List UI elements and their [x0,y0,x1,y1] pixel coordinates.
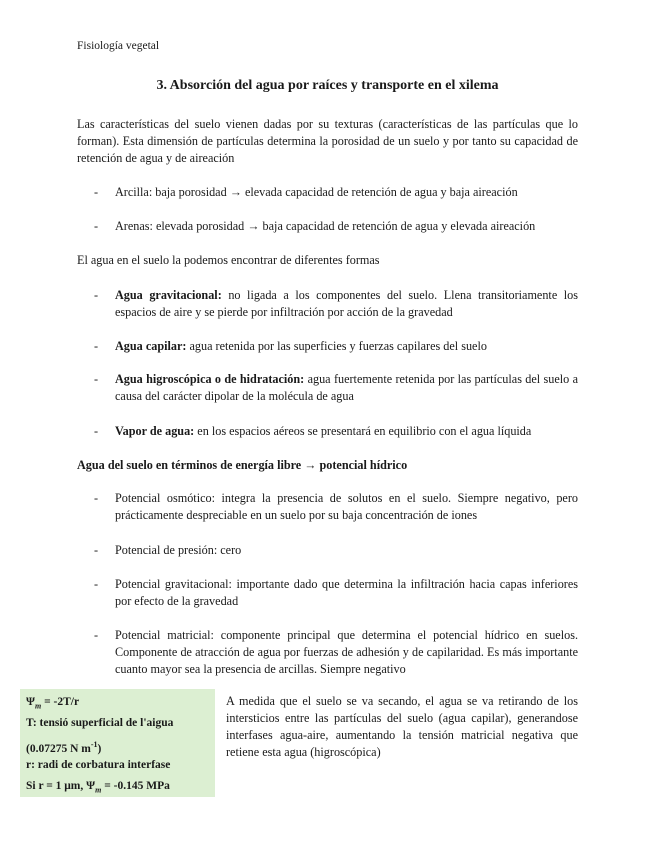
term-description: en los espacios aéreos se presentará en equilibrio con el agua líquida [194,424,532,438]
list-item-text [115,423,578,440]
subscript: m [95,785,102,795]
psi-symbol: Ψ [26,696,35,708]
bullet-dash: - [94,543,99,557]
list-item-text: Arenas: elevada porosidad → baja capacidad de retención de agua y elevada aireación [115,219,536,233]
formula-line: r: radi de corbatura interfase [26,759,171,771]
water-forms-intro: El agua en el suelo la podemos encontrar de diferentes formas [77,253,380,267]
intro-paragraph: Las características del suelo vienen dadas por su texturas (características de las partículas que lo forman). Esta dimensión de partículas determina la porosidad de un suelo y por tanto su capacidad de retención de agua y de aireación [77,117,578,165]
term-label: Vapor de agua: [115,424,195,438]
running-header: Fisiología vegetal [77,40,160,52]
list-item-text [115,371,578,405]
constant-close: ) [97,742,102,755]
term-description: agua fuertemente retenida por las partículas del suelo a causa del carácter dipolar de la molécula de agua [115,372,579,403]
energy-heading: Agua del suelo en términos de energía libre → potencial hídrico [77,458,408,472]
bullet-dash: - [94,372,99,386]
list-item-text: Potencial gravitacional: importante dado que determina la infiltración hacia capas inferiores por efecto de la gravedad [115,577,578,608]
list-item-text [115,338,578,355]
term-label: Agua capilar: [115,339,187,353]
term-description: agua retenida por las superficies y fuerzas capilares del suelo [186,339,487,353]
term-label: Agua higroscópica o de hidratación: [115,372,305,386]
bullet-dash: - [94,288,99,302]
list-item-text: Potencial matricial: componente principal que determina el potencial hídrico en suelos. Componente de atracción de agua por fuerzas de adhesión y de capilaridad. Es más importante cuanto mayor sea la presencia de arcillas. Siempre negativo [115,628,578,676]
subscript: m [34,701,42,711]
section-title: 3. Absorción del agua por raíces y transporte en el xilema [156,78,499,93]
bullet-dash: - [94,185,99,199]
superscript: -1 [90,740,98,749]
example-condition: Si r = 1 μm, [26,780,87,792]
list-item-text: Potencial osmótico: integra la presencia de solutos en el suelo. Siempre negativo, pero prácticamente despreciable en un suelo por su baja concentración de iones [115,491,578,522]
side-paragraph: A medida que el suelo se va secando, el agua se va retirando de los intersticios entre las partículas del suelo (agua capilar), generandose interfases agua-aire, aumentando la tensión matricial negativa que retiene esta agua (higroscópica) [226,694,578,759]
formula-rhs: = -2T/r [41,696,80,708]
constant-value: (0.07275 N m [26,742,91,755]
formula-example [26,778,170,798]
formula-equation [26,694,79,714]
formula-constant [26,736,101,758]
formula-line: T: tensió superficial de l'aigua [26,717,174,729]
term-label: Agua gravitacional: [115,288,222,302]
bullet-dash: - [94,339,99,353]
term-description: no ligada a los componentes del suelo. Llena transitoriamente los espacios de aire y se pierde por infiltración por acción de la gravedad [115,288,578,319]
bullet-dash: - [94,628,99,642]
list-item-text [115,287,578,321]
bullet-dash: - [94,424,99,438]
bullet-dash: - [94,577,99,591]
list-item-text: Potencial de presión: cero [115,543,242,557]
list-item-text: Arcilla: baja porosidad → elevada capacidad de retención de agua y baja aireación [115,185,518,199]
example-result: = -0.145 MPa [101,780,170,792]
formula-box [20,689,215,797]
bullet-dash: - [94,491,99,505]
psi-symbol: Ψ [86,780,96,792]
bullet-dash: - [94,219,99,233]
